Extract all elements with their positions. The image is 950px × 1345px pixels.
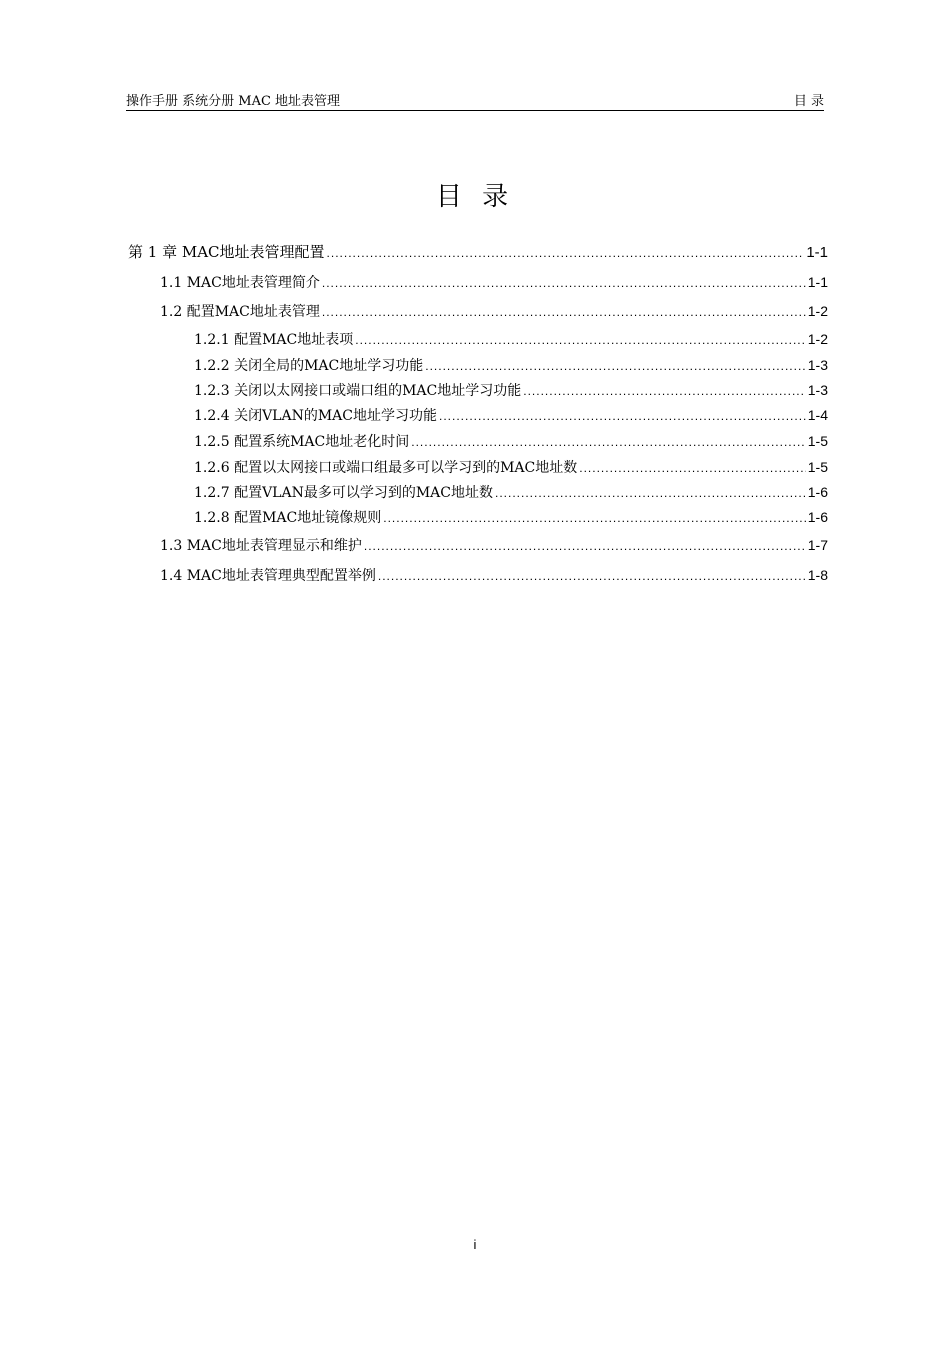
toc-entry-page: 1-8 xyxy=(807,567,828,583)
toc-entry-1-2-1[interactable] xyxy=(194,329,828,350)
toc-entry-page: 1-3 xyxy=(807,382,828,398)
toc-entry-label: 1.2 配置MAC地址表管理 xyxy=(160,304,320,320)
toc-leader-dots xyxy=(383,508,806,528)
toc-entry-label: 1.3 MAC地址表管理显示和维护 xyxy=(160,538,362,554)
toc-entry-page: 1-6 xyxy=(807,484,828,500)
toc-entry-label: 1.2.6 配置以太网接口或端口组最多可以学习到的MAC地址数 xyxy=(194,460,578,476)
toc-entry-1-2-5[interactable] xyxy=(194,431,828,452)
toc-entry-label: 1.2.7 配置VLAN最多可以学习到的MAC地址数 xyxy=(194,485,493,501)
toc-leader-dots xyxy=(495,483,806,503)
toc-leader-dots xyxy=(322,302,806,322)
toc-entry-1-3[interactable] xyxy=(160,535,828,556)
toc-leader-dots xyxy=(523,381,806,401)
toc-entry-page: 1-6 xyxy=(807,509,828,525)
toc-entry-page: 1-2 xyxy=(807,331,828,347)
toc-leader-dots xyxy=(439,406,806,426)
toc-entry-1-2-7[interactable] xyxy=(194,482,828,503)
toc-leader-dots xyxy=(355,330,806,350)
toc-entry-1-1[interactable] xyxy=(160,272,828,293)
toc-entry-page: 1-5 xyxy=(807,433,828,449)
toc-entry-chapter-1[interactable] xyxy=(128,242,828,263)
toc-entry-1-2-8[interactable] xyxy=(194,507,828,528)
header-section-name: 目 录 xyxy=(793,94,824,109)
toc-entry-label: 1.4 MAC地址表管理典型配置举例 xyxy=(160,568,376,584)
toc-entry-1-2-2[interactable] xyxy=(194,355,828,376)
toc-entry-page: 1-1 xyxy=(807,274,828,290)
toc-entry-page: 1-3 xyxy=(807,357,828,373)
toc-leader-dots xyxy=(378,566,806,586)
page-number: i xyxy=(473,1237,477,1252)
toc-entry-label: 1.1 MAC地址表管理简介 xyxy=(160,275,320,291)
toc-entry-label: 1.2.3 关闭以太网接口或端口组的MAC地址学习功能 xyxy=(194,383,522,399)
toc-entry-label: 1.2.5 配置系统MAC地址老化时间 xyxy=(194,434,410,450)
toc-leader-dots xyxy=(411,432,806,452)
toc-entry-label: 1.2.8 配置MAC地址镜像规则 xyxy=(194,510,382,526)
toc-entry-1-4[interactable] xyxy=(160,565,828,586)
page-header xyxy=(126,90,824,111)
toc-entry-page: 1-7 xyxy=(807,537,828,553)
toc-leader-dots xyxy=(322,273,806,293)
toc-entry-page: 1-1 xyxy=(806,244,828,261)
toc-entry-1-2[interactable] xyxy=(160,301,828,322)
toc-entry-label: 第 1 章 MAC地址表管理配置 xyxy=(128,243,325,261)
toc-entry-1-2-6[interactable] xyxy=(194,457,828,478)
toc-entry-1-2-4[interactable] xyxy=(194,405,828,426)
toc-leader-dots xyxy=(364,536,806,556)
toc-entry-1-2-3[interactable] xyxy=(194,380,828,401)
toc-entry-page: 1-2 xyxy=(807,303,828,319)
toc-entry-page: 1-5 xyxy=(807,459,828,475)
toc-leader-dots xyxy=(425,356,806,376)
page-title: 目 录 xyxy=(435,182,515,212)
toc-entry-label: 1.2.4 关闭VLAN的MAC地址学习功能 xyxy=(194,408,437,424)
header-document-title: 操作手册 系统分册 MAC 地址表管理 xyxy=(126,94,341,109)
toc-entry-page: 1-4 xyxy=(807,407,828,423)
toc-leader-dots xyxy=(327,243,805,263)
toc-entry-label: 1.2.2 关闭全局的MAC地址学习功能 xyxy=(194,358,424,374)
toc-leader-dots xyxy=(579,458,806,478)
toc-entry-label: 1.2.1 配置MAC地址表项 xyxy=(194,332,354,348)
